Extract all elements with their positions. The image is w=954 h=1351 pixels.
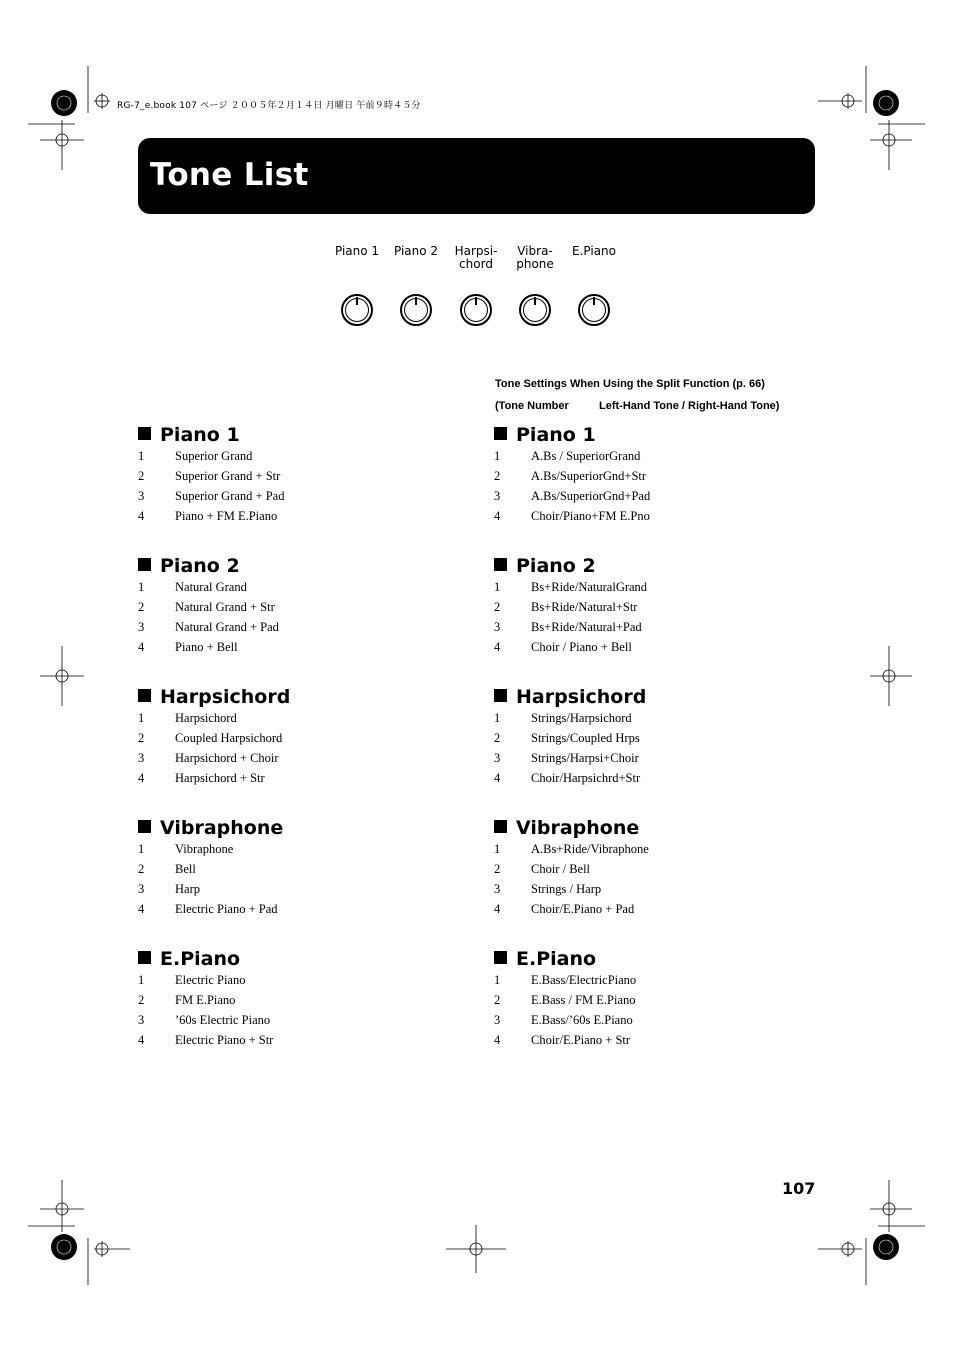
button-label-piano-1: Piano 1 — [334, 244, 380, 258]
square-bullet-icon — [138, 951, 151, 964]
piano-1-button-icon — [341, 294, 373, 326]
split-note-col1: (Tone Number — [495, 400, 569, 412]
list-item: 1 E.Bass/ElectricPiano — [494, 973, 637, 987]
right-section-e-piano — [494, 948, 636, 1053]
right-section-harpsichord — [494, 686, 646, 791]
list-item: 1 A.Bs / SuperiorGrand — [494, 449, 641, 463]
section-heading: Piano 2 — [138, 555, 279, 577]
list-item: 3 Strings / Harp — [494, 882, 602, 896]
list-item: 3 Natural Grand + Pad — [138, 620, 279, 634]
list-item: 4 Piano + FM E.Piano — [138, 509, 278, 523]
list-item: 4 Choir/E.Piano + Pad — [494, 902, 635, 916]
section-heading: Piano 2 — [494, 555, 647, 577]
piano-2-button-icon — [400, 294, 432, 326]
square-bullet-icon — [494, 427, 507, 440]
list-item: 4 Electric Piano + Pad — [138, 902, 278, 916]
list-item: 1 Vibraphone — [138, 842, 234, 856]
button-label-vibraphone: Vibra- phone — [516, 244, 554, 271]
section-heading: Vibraphone — [494, 817, 649, 839]
list-item: 3 E.Bass/’60s E.Piano — [494, 1013, 633, 1027]
list-item: 2 Superior Grand + Str — [138, 469, 281, 483]
list-item: 4 Piano + Bell — [138, 640, 238, 654]
e-piano-button-icon — [578, 294, 610, 326]
list-item: 2 Bell — [138, 862, 196, 876]
list-item: 4 Choir/E.Piano + Str — [494, 1033, 631, 1047]
right-section-vibraphone — [494, 817, 649, 922]
list-item: 2 Coupled Harpsichord — [138, 731, 283, 745]
page-title: Tone List — [150, 157, 309, 193]
list-item: 1 Natural Grand — [138, 580, 247, 594]
split-note-title: Tone Settings When Using the Split Function (p. 66) — [495, 378, 765, 390]
list-item: 4 Choir/Piano+FM E.Pno — [494, 509, 650, 523]
section-heading: Harpsichord — [138, 686, 290, 708]
list-item: 3 A.Bs/SuperiorGnd+Pad — [494, 489, 651, 503]
list-item: 2 Strings/Coupled Hrps — [494, 731, 640, 745]
list-item: 2 Natural Grand + Str — [138, 600, 275, 614]
title-bar — [138, 138, 815, 214]
list-item: 1 Bs+Ride/NaturalGrand — [494, 580, 648, 594]
list-item: 4 Harpsichord + Str — [138, 771, 265, 785]
section-heading: E.Piano — [494, 948, 636, 970]
list-item: 4 Choir/Harpsichrd+Str — [494, 771, 641, 785]
section-heading: Harpsichord — [494, 686, 646, 708]
left-section-piano-2 — [138, 555, 279, 660]
list-item: 1 A.Bs+Ride/Vibraphone — [494, 842, 649, 856]
left-section-e-piano — [138, 948, 273, 1053]
list-item: 2 Bs+Ride/Natural+Str — [494, 600, 638, 614]
book-info: RG-7_e.book 107 ページ ２００５年２月１４日 月曜日 午前９時４５分 — [117, 101, 421, 111]
list-item: 3 Harp — [138, 882, 200, 896]
harpsichord-button-icon — [460, 294, 492, 326]
section-heading: Vibraphone — [138, 817, 283, 839]
section-heading: Piano 1 — [138, 424, 284, 446]
list-item: 3 Bs+Ride/Natural+Pad — [494, 620, 642, 634]
square-bullet-icon — [494, 558, 507, 571]
split-note-col2: Left-Hand Tone / Right-Hand Tone) — [599, 400, 780, 412]
list-item: 3 Strings/Harpsi+Choir — [494, 751, 639, 765]
left-section-vibraphone — [138, 817, 283, 922]
section-heading: E.Piano — [138, 948, 273, 970]
section-heading: Piano 1 — [494, 424, 650, 446]
list-item: 3 Harpsichord + Choir — [138, 751, 279, 765]
button-label-harpsichord: Harpsi- chord — [454, 244, 498, 271]
square-bullet-icon — [494, 820, 507, 833]
square-bullet-icon — [138, 558, 151, 571]
list-item: 1 Strings/Harpsichord — [494, 711, 632, 725]
button-label-e-piano: E.Piano — [571, 244, 616, 258]
list-item: 3 ’60s Electric Piano — [138, 1013, 271, 1027]
square-bullet-icon — [138, 689, 151, 702]
list-item: 2 Choir / Bell — [494, 862, 591, 876]
list-item: 2 E.Bass / FM E.Piano — [494, 993, 636, 1007]
right-section-piano-1 — [494, 424, 650, 529]
list-item: 2 FM E.Piano — [138, 993, 236, 1007]
right-section-piano-2 — [494, 555, 647, 660]
list-item: 1 Superior Grand — [138, 449, 253, 463]
left-section-harpsichord — [138, 686, 290, 791]
vibraphone-button-icon — [519, 294, 551, 326]
list-item: 4 Choir / Piano + Bell — [494, 640, 632, 654]
square-bullet-icon — [138, 427, 151, 440]
square-bullet-icon — [494, 951, 507, 964]
button-label-piano-2: Piano 2 — [393, 244, 439, 258]
list-item: 4 Electric Piano + Str — [138, 1033, 274, 1047]
left-section-piano-1 — [138, 424, 284, 529]
square-bullet-icon — [494, 689, 507, 702]
list-item: 1 Electric Piano — [138, 973, 246, 987]
page-number: 107 — [782, 1179, 816, 1198]
list-item: 1 Harpsichord — [138, 711, 237, 725]
list-item: 3 Superior Grand + Pad — [138, 489, 285, 503]
square-bullet-icon — [138, 820, 151, 833]
list-item: 2 A.Bs/SuperiorGnd+Str — [494, 469, 647, 483]
